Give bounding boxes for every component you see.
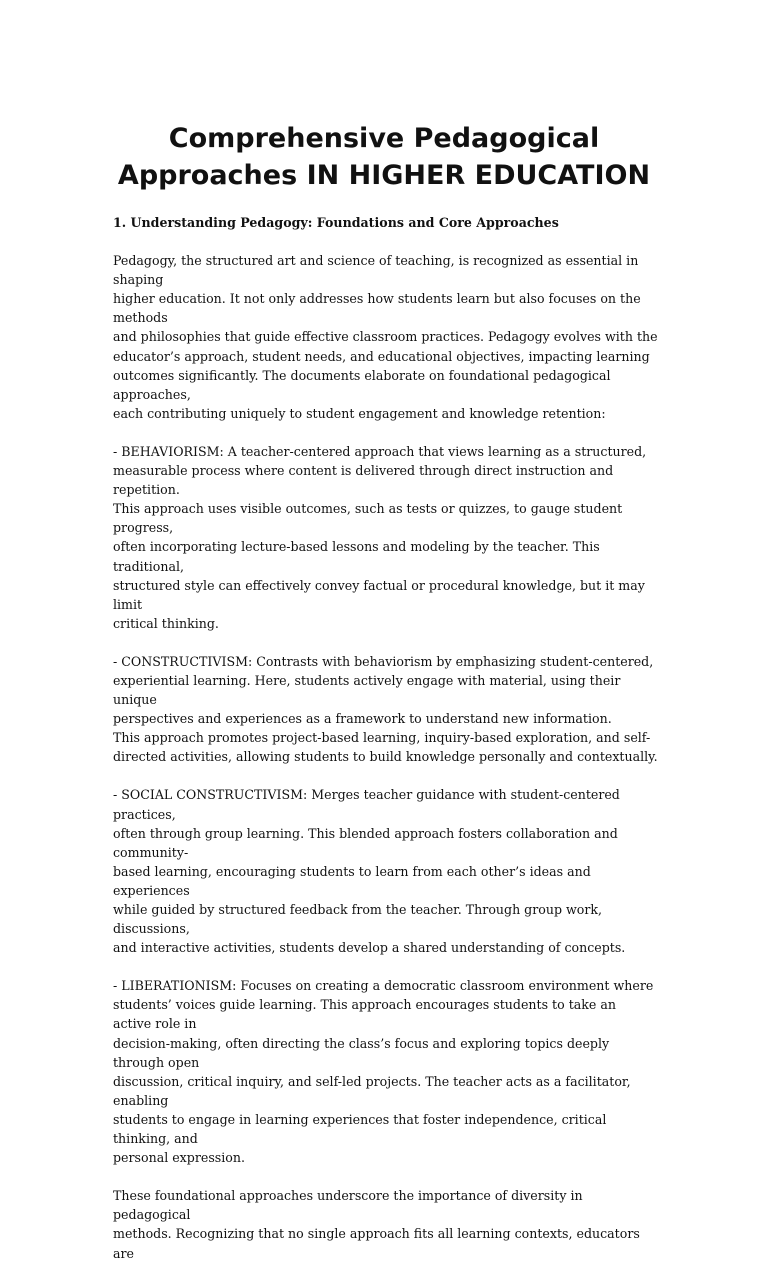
- paragraph-liberationism: - LIBERATIONISM: Focuses on creating a democratic classroom environment where students’ voices guide learning. This approach encourages students to take an active role in decision-making, often directing the class’s focus and exploring topics deeply through open discussion, critical inquiry, and self-led projects. The teacher acts as a facilitator, enabling students to engage in learning experiences that foster independence, critical thinking, and personal expression.: [113, 978, 654, 1166]
- paragraph-constructivism: - CONSTRUCTIVISM: Contrasts with behaviorism by emphasizing student-centered, experiential learning. Here, students actively engage with material, using their unique perspectives and experiences as a framework to understand new information. This approach promotes project-based learning, inquiry-based exploration, and self- directed activities, allowing students to build knowledge personally and contextually.: [113, 653, 658, 765]
- document-title: [100, 120, 668, 194]
- section-heading: 1. Understanding Pedagogy: Foundations and Core Approaches: [113, 215, 559, 230]
- paragraph-behaviorism: - BEHAVIORISM: A teacher-centered approach that views learning as a structured, measurable process where content is delivered through direct instruction and repetition. This approach uses visible outcomes, such as tests or quizzes, to gauge student progress, often incorporating lecture-based lessons and modeling by the teacher. This traditional, structured style can effectively convey factual or procedural knowledge, but it may limit critical thinking.: [113, 443, 647, 631]
- title-line-1: Comprehensive Pedagogical: [168, 123, 600, 154]
- paragraph-conclusion: These foundational approaches underscore the importance of diversity in pedagogical methods. Recognizing that no single approach fits all learning contexts, educators are: [113, 1188, 640, 1261]
- title-line-2: Approaches IN HIGHER EDUCATION: [117, 160, 651, 191]
- paragraph-social-constructivism: - SOCIAL CONSTRUCTIVISM: Merges teacher guidance with student-centered practices, often through group learning. This blended approach fosters collaboration and community- based learning, encouraging students to learn from each other’s ideas and experiences while guided by structured feedback from the teacher. Through group work, discussions, and interactive activities, students develop a shared understanding of concepts.: [113, 787, 626, 956]
- paragraph-intro: Pedagogy, the structured art and science of teaching, is recognized as essential in shaping higher education. It not only addresses how students learn but also focuses on the methods and philosophies that guide effective classroom practices. Pedagogy evolves with the educator’s approach, student needs, and educational objectives, impacting learning outcomes significantly. The documents elaborate on foundational pedagogical approaches, each contributing uniquely to student engagement and knowledge retention:: [113, 253, 658, 421]
- document-body: [113, 213, 658, 1282]
